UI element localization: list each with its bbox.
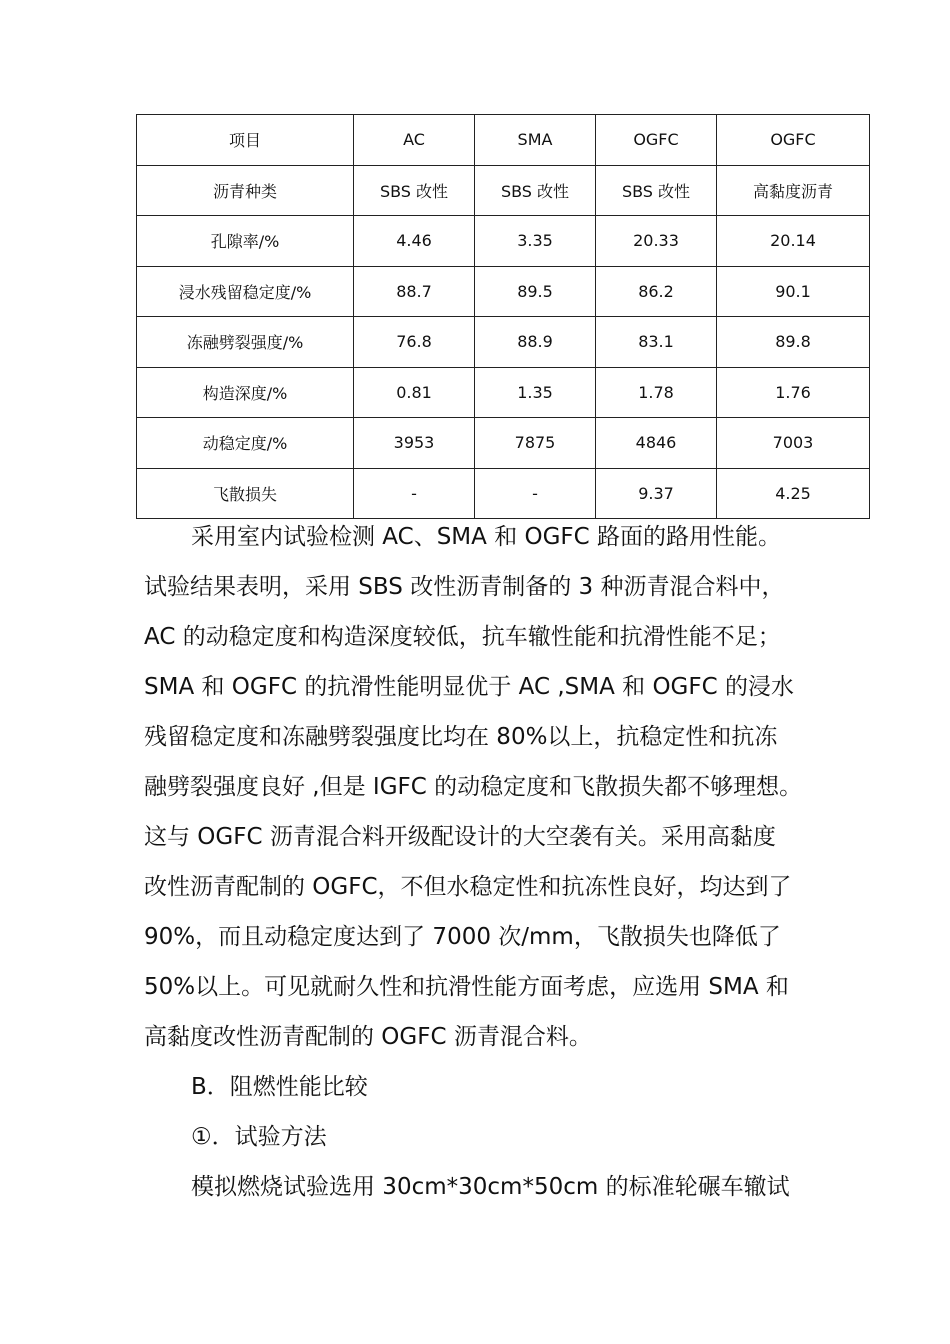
table-cell: 76.8	[354, 317, 475, 368]
table-cell: 83.1	[596, 317, 717, 368]
table-cell: 4.25	[717, 468, 870, 519]
table-cell: 构造深度/%	[137, 367, 354, 418]
table-cell: 沥青种类	[137, 165, 354, 216]
table-cell: 89.5	[475, 266, 596, 317]
table-cell: 20.33	[596, 216, 717, 267]
table-cell: 1.76	[717, 367, 870, 418]
table-cell: 飞散损失	[137, 468, 354, 519]
table-cell: 冻融劈裂强度/%	[137, 317, 354, 368]
paragraph-line: 高黏度改性沥青配制的 OGFC 沥青混合料。	[144, 1024, 592, 1050]
table-cell: 88.9	[475, 317, 596, 368]
table-cell: OGFC	[717, 115, 870, 166]
paragraph-line: 试验结果表明，采用 SBS 改性沥青制备的 3 种沥青混合料中，	[144, 574, 785, 600]
paragraph-line: 残留稳定度和冻融劈裂强度比均在 80%以上，抗稳定性和抗冻	[144, 724, 778, 750]
table-cell: 20.14	[717, 216, 870, 267]
table-cell: 90.1	[717, 266, 870, 317]
table-cell: 89.8	[717, 317, 870, 368]
table-row	[137, 115, 870, 166]
table-cell: 浸水残留稳定度/%	[137, 266, 354, 317]
paragraph-line: AC 的动稳定度和构造深度较低，抗车辙性能和抗滑性能不足；	[144, 624, 781, 650]
table-cell: 88.7	[354, 266, 475, 317]
table-cell: 9.37	[596, 468, 717, 519]
table-cell: 7003	[717, 418, 870, 469]
body-text	[144, 512, 834, 1212]
table-cell: 4846	[596, 418, 717, 469]
table-cell: OGFC	[596, 115, 717, 166]
table-row	[137, 165, 870, 216]
table-cell: 高黏度沥青	[717, 165, 870, 216]
table-row	[137, 266, 870, 317]
paragraph-line: 这与 OGFC 沥青混合料开级配设计的大空袭有关。采用高黏度	[144, 824, 776, 850]
section-heading: B．阻燃性能比较	[191, 1074, 368, 1100]
table-cell: 动稳定度/%	[137, 418, 354, 469]
table-cell: 7875	[475, 418, 596, 469]
table-cell: 项目	[137, 115, 354, 166]
subsection-heading: ①．试验方法	[191, 1124, 327, 1150]
table-cell: 0.81	[354, 367, 475, 418]
paragraph-line: 融劈裂强度良好 ,但是 IGFC 的动稳定度和飞散损失都不够理想。	[144, 774, 803, 800]
paragraph-line: SMA 和 OGFC 的抗滑性能明显优于 AC ,SMA 和 OGFC 的浸水	[144, 674, 794, 700]
paragraph-line: 模拟燃烧试验选用 30cm*30cm*50cm 的标准轮碾车辙试	[191, 1174, 790, 1200]
table-cell: AC	[354, 115, 475, 166]
table-cell: 1.78	[596, 367, 717, 418]
table-cell: 1.35	[475, 367, 596, 418]
paragraph-line: 改性沥青配制的 OGFC，不但水稳定性和抗冻性良好，均达到了	[144, 874, 792, 900]
table-cell: SBS 改性	[354, 165, 475, 216]
table-cell: SBS 改性	[475, 165, 596, 216]
table-row	[137, 418, 870, 469]
paragraph-line: 采用室内试验检测 AC、SMA 和 OGFC 路面的路用性能。	[191, 524, 782, 550]
table-cell: 86.2	[596, 266, 717, 317]
table-cell: 孔隙率/%	[137, 216, 354, 267]
table-row	[137, 216, 870, 267]
table-cell: SMA	[475, 115, 596, 166]
table-row	[137, 317, 870, 368]
table-cell: SBS 改性	[596, 165, 717, 216]
table-cell: -	[354, 468, 475, 519]
table-row	[137, 468, 870, 519]
table-cell: -	[475, 468, 596, 519]
table-cell: 3953	[354, 418, 475, 469]
table-cell: 3.35	[475, 216, 596, 267]
paragraph-line: 50%以上。可见就耐久性和抗滑性能方面考虑，应选用 SMA 和	[144, 974, 789, 1000]
performance-table	[136, 114, 870, 519]
table-cell: 4.46	[354, 216, 475, 267]
table-row	[137, 367, 870, 418]
paragraph-line: 90%，而且动稳定度达到了 7000 次/mm，飞散损失也降低了	[144, 924, 781, 950]
